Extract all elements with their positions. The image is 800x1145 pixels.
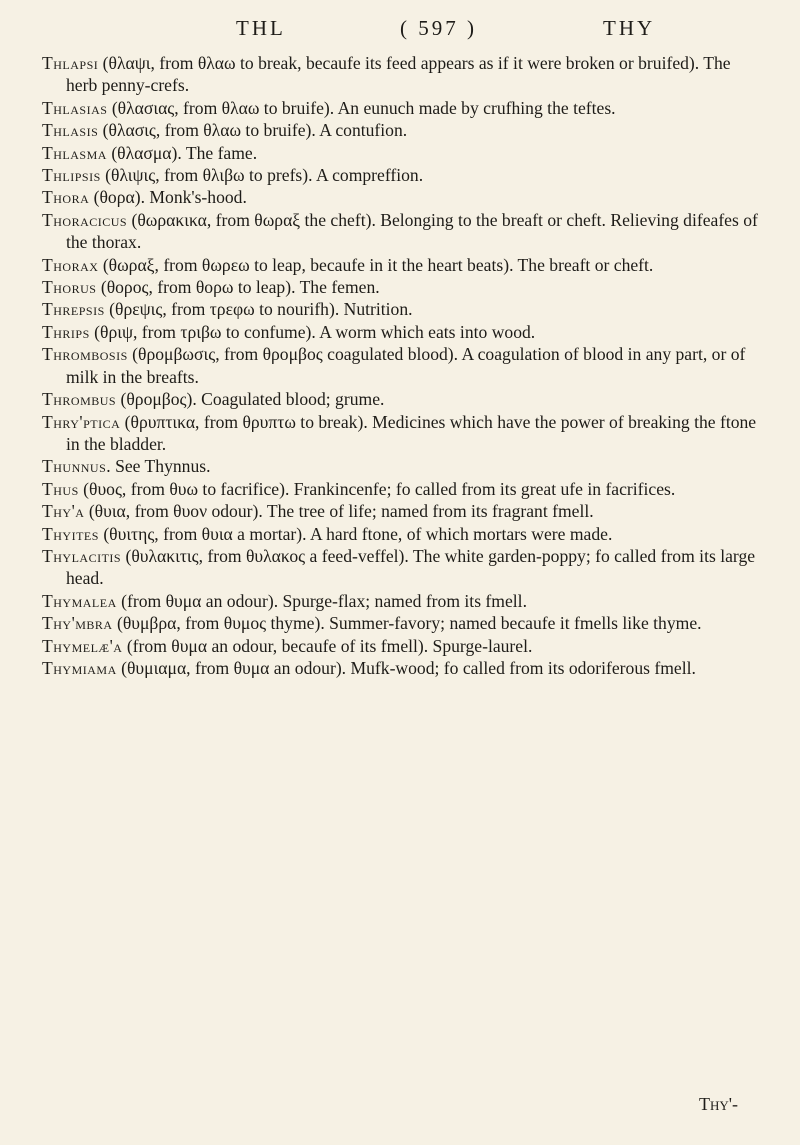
entry-headword: Thry'ptica — [42, 411, 121, 432]
dictionary-entry — [42, 142, 760, 164]
entry-definition: (θορος, from θορω to leap). The femen. — [96, 277, 380, 298]
entry-definition: (θλασιας, from θλαω to bruife). An eunuch made by crufhing the teftes. — [107, 97, 616, 118]
entry-definition: (θωραξ, from θωρεω to leap, becaufe in it the heart beats). The breaft or cheft. — [98, 254, 654, 275]
entry-definition: (θλασις, from θλαω to bruife). A contufion. — [98, 120, 408, 141]
entry-definition: (from θυμα an odour, becaufe of its fmell). Spurge-laurel. — [122, 635, 533, 656]
dictionary-entry — [42, 635, 760, 657]
entry-headword: Threpsis — [42, 299, 105, 320]
dictionary-entry — [42, 164, 760, 186]
entry-definition: (θλαψι, from θλαω to break, becaufe its feed appears as if it were broken or bruifed). The herb penny-crefs. — [66, 53, 731, 96]
dictionary-entry — [42, 97, 760, 119]
entry-definition: (θρυπτικα, from θρυπτω to break). Medicines which have the power of breaking the ftone in the bladder. — [66, 411, 757, 454]
dictionary-entry — [42, 523, 760, 545]
entry-headword: Thymiama — [42, 657, 117, 678]
entry-definition: (θριψ, from τριβω to confume). A worm which eats into wood. — [89, 321, 536, 342]
entry-headword: Thymelæ'a — [42, 635, 123, 656]
dictionary-entry — [42, 254, 760, 276]
entry-headword: Thlasis — [42, 120, 99, 141]
entry-headword: Thorus — [42, 277, 97, 298]
entry-headword: Thlapsi — [42, 53, 99, 73]
dictionary-entries — [42, 52, 760, 679]
dictionary-entry — [42, 388, 760, 410]
entry-definition: (θορα). Monk's-hood. — [89, 187, 247, 208]
dictionary-entry — [42, 455, 760, 477]
entry-headword: Thyites — [42, 523, 99, 544]
entry-headword: Thy'mbra — [42, 613, 113, 634]
entry-headword: Thrips — [42, 321, 90, 342]
entry-definition: (θωρακικα, from θωραξ the cheft). Belonging to the breaft or cheft. Relieving difeafes of the thorax. — [66, 209, 758, 253]
entry-definition: (θρομβωσις, from θρομβος coagulated blood). A coagulation of blood in any part, or of milk in the breafts. — [66, 344, 746, 387]
entry-definition: (θυλακιτις, from θυλακος a feed-veffel). The white garden-poppy; fo called from its large head. — [66, 545, 756, 589]
entry-definition: (θρεψις, from τρεφω to nourifh). Nutrition. — [104, 299, 413, 320]
entry-headword: Thus — [42, 478, 79, 499]
header-right: THY — [603, 16, 656, 40]
dictionary-entry — [42, 186, 760, 208]
entry-definition: (θρομβος). Coagulated blood; grume. — [116, 389, 385, 410]
running-header — [0, 16, 800, 46]
dictionary-entry — [42, 321, 760, 343]
page-number: ( 597 ) — [400, 16, 477, 40]
header-left: THL — [236, 16, 286, 40]
entry-definition: (θυος, from θυω to facrifice). Frankincenfe; fo called from its great ufe in facrifices. — [78, 478, 676, 499]
dictionary-entry — [42, 276, 760, 298]
entry-headword: Thunnus — [42, 456, 107, 477]
entry-headword: Thora — [42, 187, 90, 208]
catchword: Thy'- — [699, 1094, 739, 1114]
dictionary-entry — [42, 343, 760, 388]
dictionary-entry — [42, 209, 760, 254]
dictionary-entry — [42, 545, 760, 590]
dictionary-entry — [42, 657, 760, 679]
dictionary-entry — [42, 500, 760, 522]
dictionary-entry — [42, 119, 760, 141]
entry-definition: . See Thynnus. — [106, 456, 211, 477]
dictionary-entry — [42, 590, 760, 612]
entry-headword: Thrombus — [42, 389, 117, 410]
entry-definition: (θυιτης, from θυια a mortar). A hard ftone, of which mortars were made. — [98, 523, 613, 544]
entry-headword: Thymalea — [42, 590, 117, 611]
entry-definition: (θυμβρα, from θυμος thyme). Summer-favory; named becaufe it fmells like thyme. — [112, 613, 702, 634]
entry-definition: (θυια, from θυον odour). The tree of life; named from its fragrant fmell. — [84, 501, 594, 522]
entry-definition: (from θυμα an odour). Spurge-flax; named from its fmell. — [116, 590, 527, 611]
entry-definition: (θυμιαμα, from θυμα an odour). Mufk-wood; fo called from its odoriferous fmell. — [116, 657, 696, 678]
entry-headword: Thylacitis — [42, 545, 122, 566]
entry-headword: Thorax — [42, 254, 99, 275]
dictionary-entry — [42, 478, 760, 500]
entry-definition: (θλιψις, from θλιβω to prefs). A compreffion. — [100, 165, 424, 186]
dictionary-entry — [42, 411, 760, 456]
entry-headword: Thoracicus — [42, 209, 128, 230]
entry-headword: Thy'a — [42, 501, 85, 522]
dictionary-entry — [42, 298, 760, 320]
dictionary-entry — [42, 612, 760, 634]
entry-definition: (θλασμα). The fame. — [106, 142, 258, 163]
entry-headword: Thlasias — [42, 97, 108, 118]
entry-headword: Thlasma — [42, 142, 107, 163]
entry-headword: Thrombosis — [42, 344, 128, 365]
entry-headword: Thlipsis — [42, 165, 101, 186]
dictionary-entry — [42, 52, 760, 97]
